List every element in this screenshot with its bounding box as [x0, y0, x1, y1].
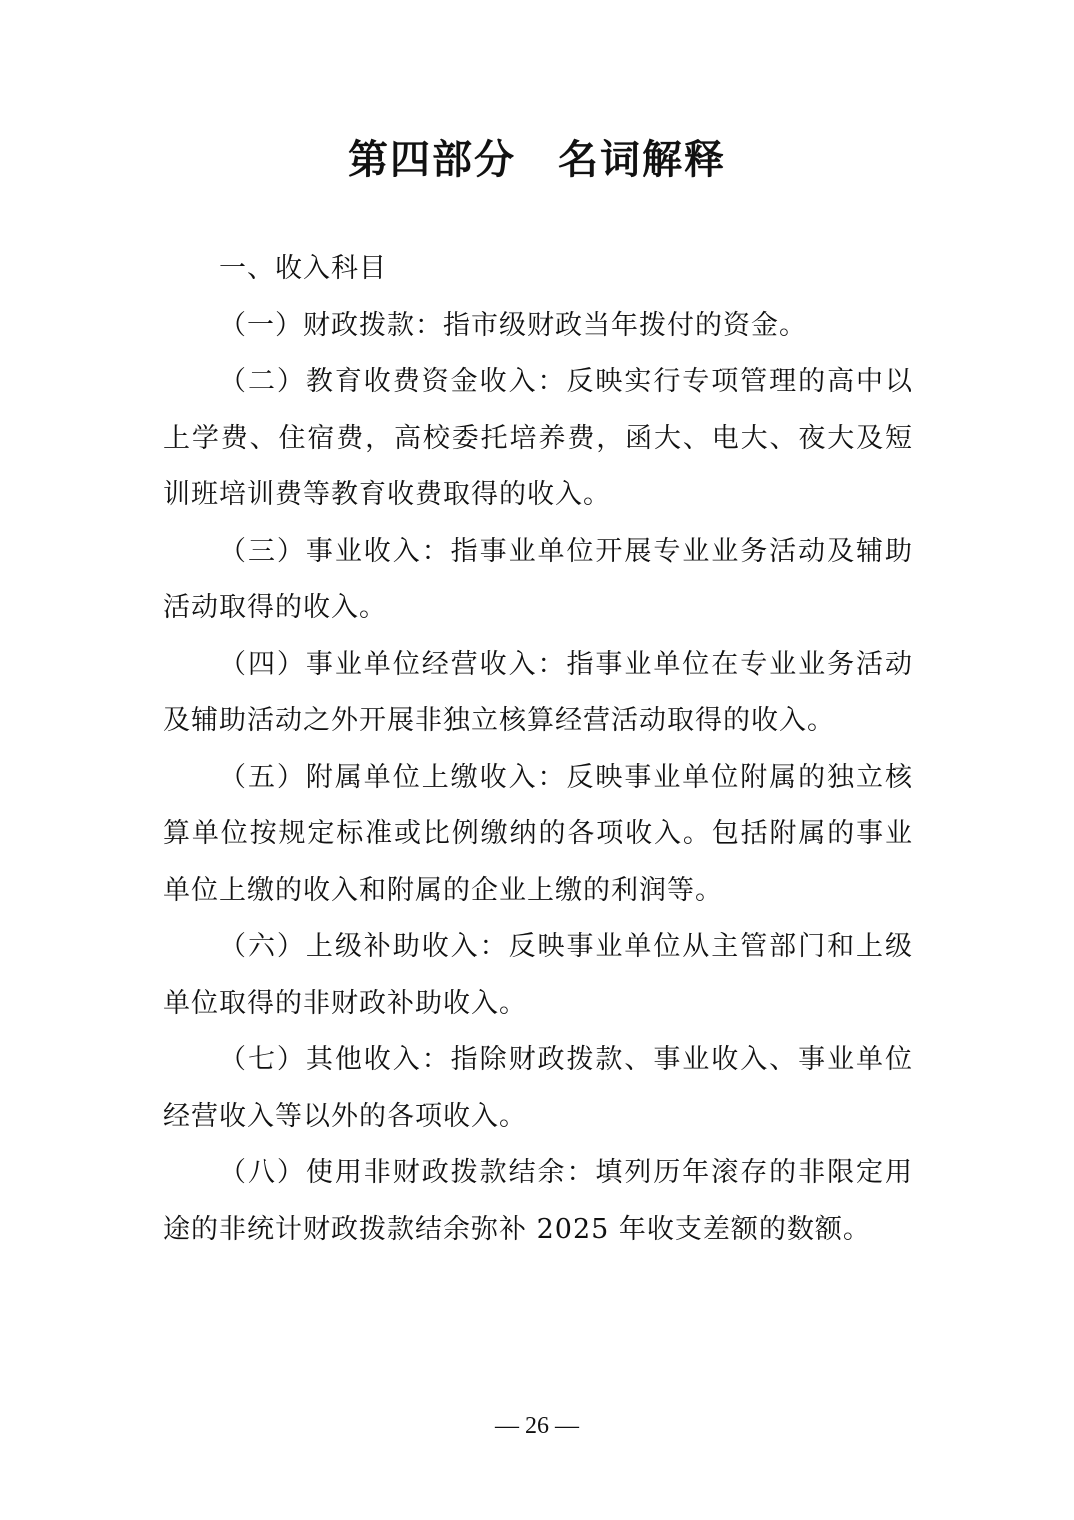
page-title: 第四部分 名词解释: [348, 137, 726, 183]
body-text: [163, 241, 913, 1258]
section-heading-income: 一、收入科目: [219, 253, 387, 284]
definition-business-income: （三）事业收入：指事业单位开展专业业务活动及辅助活动取得的收入。: [163, 535, 913, 623]
definition-education-fee-income: （二）教育收费资金收入：反映实行专项管理的高中以上学费、住宿费，高校委托培养费，函大、电大、夜大及短训班培训费等教育收费取得的收入。: [163, 366, 913, 510]
definition-non-fiscal-balance: （八）使用非财政拨款结余：填列历年滚存的非限定用途的非统计财政拨款结余弥补 2025 年收支差额的数额。: [163, 1157, 913, 1245]
definition-superior-subsidy: （六）上级补助收入：反映事业单位从主管部门和上级单位取得的非财政补助收入。: [163, 931, 913, 1019]
definition-fiscal-appropriation: （一）财政拨款：指市级财政当年拨付的资金。: [219, 309, 807, 341]
page-number: — 26 —: [495, 1413, 579, 1439]
definition-subsidiary-remittance: （五）附属单位上缴收入：反映事业单位附属的独立核算单位按规定标准或比例缴纳的各项收入。包括附属的事业单位上缴的收入和附属的企业上缴的利润等。: [163, 761, 913, 906]
definition-other-income: （七）其他收入：指除财政拨款、事业收入、事业单位经营收入等以外的各项收入。: [163, 1044, 913, 1132]
definition-operating-income: （四）事业单位经营收入：指事业单位在专业业务活动及辅助活动之外开展非独立核算经营活动取得的收入。: [163, 648, 913, 736]
